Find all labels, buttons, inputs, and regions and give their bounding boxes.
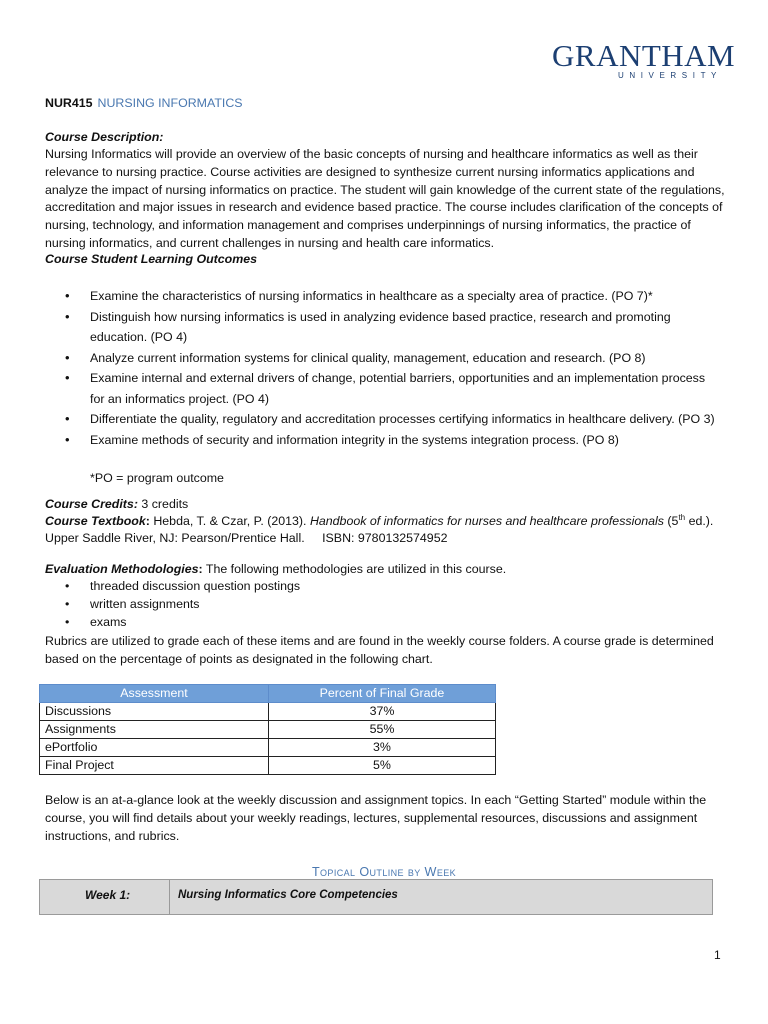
logo-wordmark: GRANTHAM (552, 38, 736, 73)
glance-paragraph: Below is an at-a-glance look at the weekly discussion and assignment topics. In each “Getting Started” module within the course, you will find details about your weekly readings, lectures, supplemental resources, discussions and assignment instructions, and rubrics. (45, 793, 707, 843)
evaluation-intro-line: Evaluation Methodologies: The following methodologies are utilized in this course. (45, 562, 507, 576)
evaluation-methods-list (45, 577, 300, 631)
textbook-authors: Hebda, T. & Czar, P. (2013). (153, 514, 307, 528)
list-item: • Examine internal and external drivers of change, potential barriers, opportunities and an implementation process for an informatics project. (PO 4) (45, 368, 715, 409)
table-cell: 5% (269, 757, 496, 775)
rubrics-paragraph: Rubrics are utilized to grade each of these items and are found in the weekly course folders. A course grade is determined based on the percentage of points as designated in the following chart. (45, 634, 714, 666)
course-credits (45, 495, 188, 513)
list-item: • Differentiate the quality, regulatory and accreditation processes certifying informatics in healthcare delivery. (PO 3) (45, 409, 715, 430)
outcomes-list (45, 286, 715, 450)
table-row (40, 757, 496, 775)
credits-value: 3 credits (141, 497, 189, 511)
table-cell: Discussions (40, 703, 269, 721)
table-cell: Assignments (40, 721, 269, 739)
week-label: Week 1: (40, 880, 170, 914)
list-item: • Examine the characteristics of nursing informatics in healthcare as a specialty area of practice. (PO 7)* (45, 286, 715, 307)
table-header-cell: Assessment (40, 685, 269, 703)
table-row (40, 721, 496, 739)
outline-title: Topical Outline by Week (311, 865, 457, 879)
textbook-isbn: ISBN: 9780132574952 (322, 531, 448, 545)
week-topic: Nursing Informatics Core Competencies (178, 889, 398, 901)
credits-label: Course Credits: (45, 497, 138, 511)
table-row (40, 739, 496, 757)
program-outcome-note: *PO = program outcome (90, 471, 224, 485)
table-cell: 3% (269, 739, 496, 757)
page-number: 1 (714, 948, 721, 962)
course-name: NURSING INFORMATICS (97, 96, 243, 110)
table-cell: ePortfolio (40, 739, 269, 757)
textbook-label: Course Textbook (45, 514, 146, 528)
textbook-publisher-line (45, 529, 447, 547)
list-item: • Analyze current information systems for clinical quality, management, education and research. (PO 8) (45, 348, 715, 369)
university-logo (552, 38, 736, 80)
table-header-cell: Percent of Final Grade (269, 685, 496, 703)
outcomes-heading: Course Student Learning Outcomes (45, 252, 258, 266)
course-textbook: Course Textbook: Hebda, T. & Czar, P. (2013). Handbook of informatics for nurses and healthcare professionals (5th ed.). (45, 512, 714, 528)
textbook-title: Handbook of informatics for nurses and healthcare professionals (309, 514, 664, 528)
textbook-publisher: Upper Saddle River, NJ: Pearson/Prentice Hall. (45, 531, 305, 545)
table-row (40, 703, 496, 721)
course-code: NUR415 (45, 96, 93, 110)
course-description-body: Nursing Informatics will provide an overview of the basic concepts of nursing and healthcare informatics as well as their relevance to nursing practice. Course activities are designed to synthesize current nursing informatics applications and analyze the impact of nursing informatics on practice. The student will gain knowledge of the current state of the regulations, accreditation and major issues in research and evidence based practice. The course includes clarification of the concepts of nursing, technology, and information management and comprises underpinnings of nursing informatics, the practice of nursing informatics, and current challenges in nursing and health care informatics. (45, 147, 725, 250)
logo-subtitle: UNIVERSITY (617, 71, 722, 80)
textbook-edition: (5th ed.). (667, 512, 714, 528)
course-description-heading: Course Description: (45, 130, 164, 144)
list-item: • Examine methods of security and information integrity in the systems integration process. (PO 8) (45, 430, 715, 451)
evaluation-intro: The following methodologies are utilized in this course. (205, 562, 507, 576)
grade-table (39, 684, 496, 775)
table-cell: Final Project (40, 757, 269, 775)
table-header-row (40, 685, 496, 703)
course-header (45, 94, 243, 112)
list-item: • Distinguish how nursing informatics is used in analyzing evidence based practice, research and promoting education. (PO 4) (45, 307, 715, 348)
table-cell: 55% (269, 721, 496, 739)
evaluation-label: Evaluation Methodologies (45, 562, 199, 576)
list-item: • exams (45, 613, 300, 631)
list-item: • written assignments (45, 595, 300, 613)
week-row (39, 879, 713, 915)
table-cell: 37% (269, 703, 496, 721)
list-item: • threaded discussion question postings (45, 577, 300, 595)
